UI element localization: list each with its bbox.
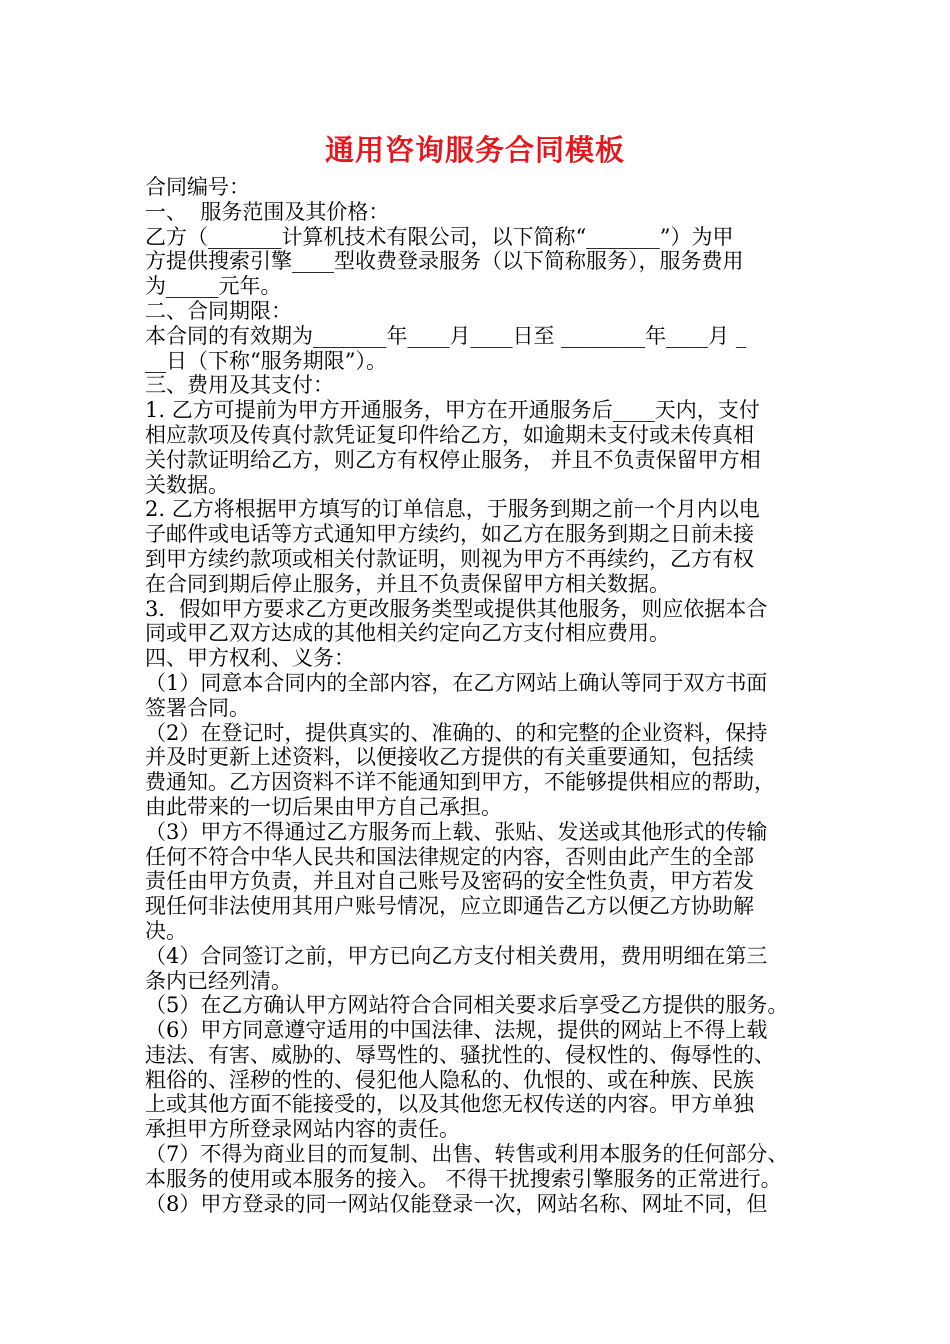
text-line: 现任何非法使用其用户账号情况，应立即通告乙方以便乙方协助解 [145,894,754,919]
text-line: （2）在登记时，提供真实的、准确的、的和完整的企业资料，保持 [145,720,768,745]
text-line: 同或甲乙双方达成的其他相关约定向乙方支付相应费用。 [145,621,670,646]
text-line: 2. 乙方将根据甲方填写的订单信息，于服务到期之前一个月内以电 [145,497,760,522]
text-line: 粗俗的、淫秽的性的、侵犯他人隐私的、仇恨的、或在种族、民族 [145,1067,754,1092]
text-line: 责任由甲方负责，并且对自己账号及密码的安全性负责，甲方若发 [145,869,754,894]
text-line: 本服务的使用或本服务的接入。 不得干扰搜索引擎服务的正常进行。 [145,1166,782,1191]
text-line: 相应款项及传真付款凭证复印件给乙方，如逾期未支付或未传真相 [145,422,754,447]
text-line: __日（下称“服务期限”）。 [145,348,387,373]
text-line: （8）甲方登录的同一网站仅能登录一次，网站名称、网址不同，但 [145,1191,768,1216]
text-line: 上或其他方面不能接受的，以及其他您无权传送的内容。甲方单独 [145,1092,754,1117]
text-line: 条内已经列清。 [145,968,292,993]
text-line: 三、费用及其支付： [145,373,334,398]
text-line: 乙方（_______计算机技术有限公司，以下简称“_______”）为甲 [145,224,734,249]
text-line: 在合同到期后停止服务，并且不负责保留甲方相关数据。 [145,571,670,596]
text-line: 二、合同期限： [145,298,292,323]
text-line: 1. 乙方可提前为甲方开通服务，甲方在开通服务后____天内，支付 [145,398,760,423]
text-line: （7）不得为商业目的而复制、出售、转售或利用本服务的任何部分、 [145,1142,789,1167]
text-line: 关付款证明给乙方，则乙方有权停止服务， 并且不负责保留甲方相 [145,447,761,472]
text-line: 决。 [145,918,187,943]
text-line: 合同编号： [145,175,250,199]
text-line: 费通知。乙方因资料不详不能通知到甲方，不能够提供相应的帮助， [145,770,775,795]
text-line: 承担甲方所登录网站内容的责任。 [145,1117,460,1142]
contract-body [145,175,813,1216]
text-line: 子邮件或电话等方式通知甲方续约，如乙方在服务到期之日前未接 [145,522,754,547]
text-line: 关数据。 [145,472,229,497]
text-line: 本合同的有效期为_______年____月____日至 ________年____月 _ [145,323,747,348]
text-line: 为_____元年。 [145,274,282,299]
text-line: （1）同意本合同内的全部内容，在乙方网站上确认等同于双方书面 [145,670,768,695]
text-line: 3．假如甲方要求乙方更改服务类型或提供其他服务，则应依据本合 [145,596,768,621]
text-line: 一、 服务范围及其价格： [145,199,390,224]
text-line: 任何不符合中华人民共和国法律规定的内容，否则由此产生的全部 [145,844,754,869]
text-line: 四、甲方权利、义务： [145,646,355,671]
text-line: （3）甲方不得通过乙方服务而上载、张贴、发送或其他形式的传输 [145,819,768,844]
text-line: 由此带来的一切后果由甲方自己承担。 [145,794,502,819]
text-line: 方提供搜索引擎____型收费登录服务（以下简称服务），服务费用 [145,249,744,274]
text-line: （4）合同签订之前，甲方已向乙方支付相关费用，费用明细在第三 [145,943,768,968]
text-line: 到甲方续约款项或相关付款证明，则视为甲方不再续约，乙方有权 [145,546,754,571]
text-line: （5）在乙方确认甲方网站符合合同相关要求后享受乙方提供的服务。 [145,993,789,1018]
text-line: 违法、有害、威胁的、辱骂性的、骚扰性的、侵权性的、侮辱性的、 [145,1042,775,1067]
text-line: 并及时更新上述资料，以便接收乙方提供的有关重要通知，包括续 [145,745,754,770]
document-title: 通用咨询服务合同模板 [324,133,625,167]
text-line: （6）甲方同意遵守适用的中国法律、法规，提供的网站上不得上载 [145,1018,768,1043]
text-line: 签署合同。 [145,695,250,720]
